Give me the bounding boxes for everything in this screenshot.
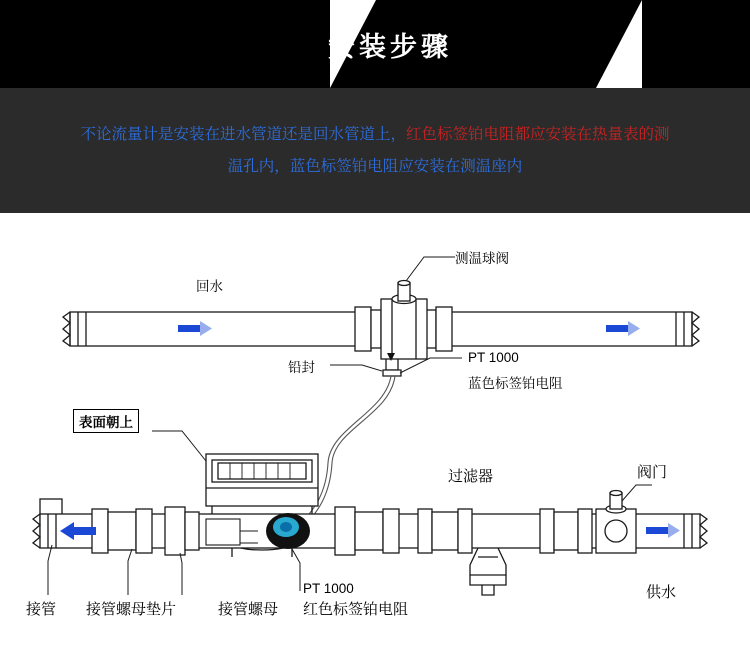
label-pt1000-red-line1: PT 1000 xyxy=(303,581,354,596)
installation-diagram xyxy=(0,213,750,648)
page-title: 安装步骤 xyxy=(328,31,452,62)
header-banner xyxy=(0,0,750,88)
label-valve: 阀门 xyxy=(637,464,668,481)
label-nut: 接管螺母 xyxy=(218,601,279,618)
label-filter: 过滤器 xyxy=(448,468,494,485)
note-band xyxy=(0,88,750,213)
note-text xyxy=(30,119,720,183)
note-line2: 温孔内，蓝色标签铂电阻应安装在测温座内 xyxy=(227,157,523,175)
label-surface-up: 表面朝上 xyxy=(73,409,139,433)
label-pt1000-red-line2: 红色标签铂电阻 xyxy=(303,601,409,618)
label-lead-seal: 铅封 xyxy=(288,360,315,375)
label-gasket: 接管螺母垫片 xyxy=(86,601,177,618)
label-temp-ball-valve: 测温球阀 xyxy=(455,251,509,266)
note-line1-part1: 不论流量计是安装在进水管道还是回水管道上， xyxy=(80,125,406,143)
label-pt1000-blue-line2: 蓝色标签铂电阻 xyxy=(468,376,563,391)
note-line1-part2: 红色标签铂电阻都应安装在热量表的测 xyxy=(406,125,670,143)
label-supply-water: 供水 xyxy=(646,584,677,601)
label-pt1000-blue-line1: PT 1000 xyxy=(468,350,519,365)
label-return-water: 回水 xyxy=(196,279,223,294)
label-connect-pipe: 接管 xyxy=(26,601,57,618)
